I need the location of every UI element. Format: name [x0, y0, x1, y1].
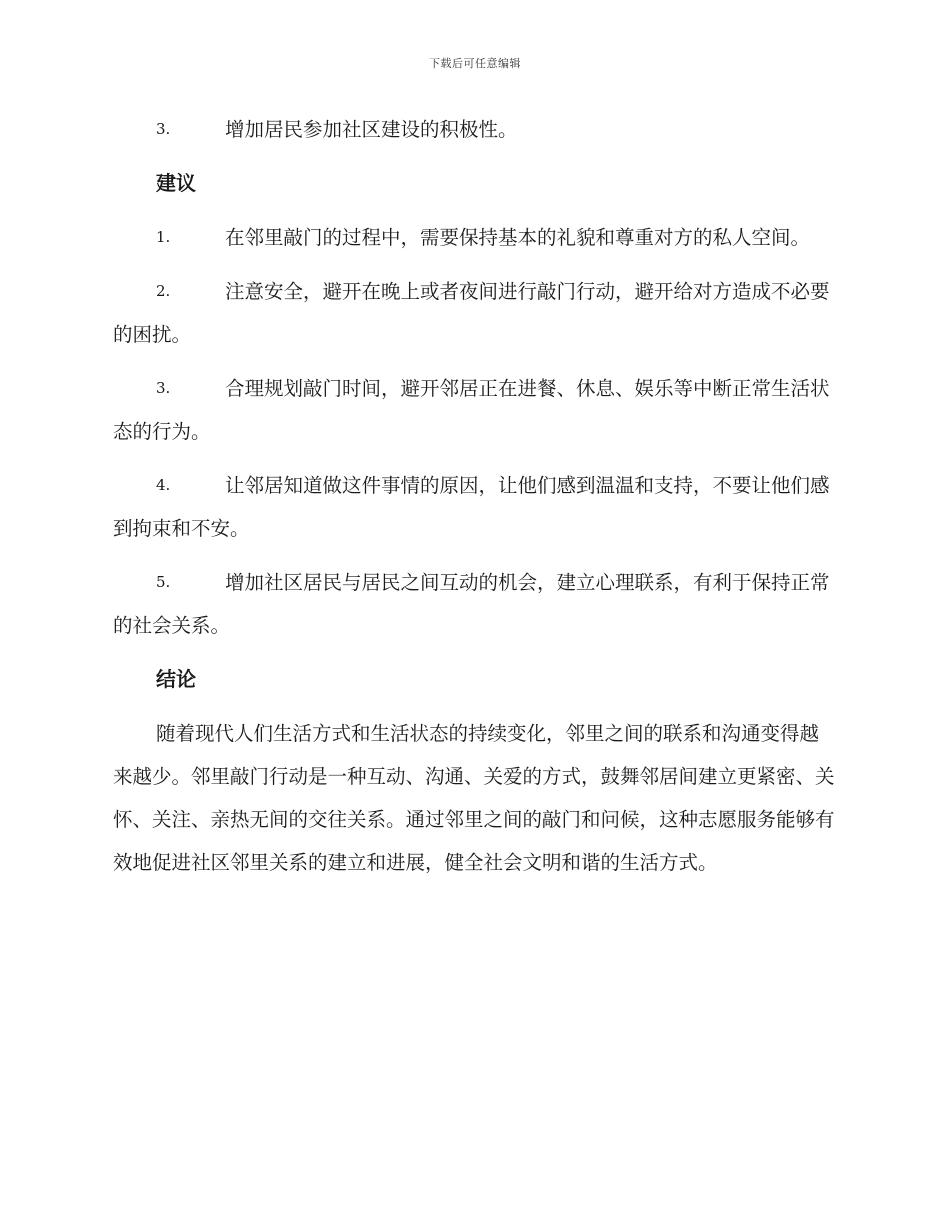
list-item-text: 让邻居知道做这件事情的原因，让他们感到温温和支持，不要让他们感到拘束和不安。: [113, 474, 830, 540]
list-item: [113, 561, 835, 647]
page-header: 下载后可任意编辑: [429, 57, 521, 70]
list-item: [113, 216, 835, 259]
list-item: [113, 270, 835, 356]
list-item-text: 增加居民参加社区建设的积极性。: [225, 118, 518, 141]
list-item-number: 4.: [156, 476, 171, 494]
list-item-text: 在邻里敲门的过程中，需要保持基本的礼貌和尊重对方的私人空间。: [225, 226, 811, 249]
list-item-text: 注意安全，避开在晚上或者夜间进行敲门行动，避开给对方造成不必要的困扰。: [113, 280, 830, 346]
document-body: [113, 108, 835, 884]
conclusion-paragraph: 随着现代人们生活方式和生活状态的持续变化，邻里之间的联系和沟通变得越来越少。邻里敲门行动是一种互动、沟通、关爱的方式，鼓舞邻居间建立更紧密、关怀、关注、亲热无间的交往关系。通过邻里之间的敲门和问候，这种志愿服务能够有效地促进社区邻里关系的建立和进展，健全社会文明和谐的生活方式。: [113, 722, 835, 874]
list-item-number: 5.: [156, 573, 171, 591]
list-item-number: 1.: [156, 228, 171, 246]
list-item: [113, 367, 835, 453]
list-item: [113, 464, 835, 550]
section-heading-suggestions: 建议: [156, 171, 196, 195]
list-item-text: 合理规划敲门时间，避开邻居正在进餐、休息、娱乐等中断正常生活状态的行为。: [113, 377, 830, 443]
list-item-number: 2.: [156, 282, 171, 300]
section-heading-conclusion: 结论: [156, 667, 196, 691]
list-item: [113, 108, 835, 151]
list-item-number: 3.: [156, 379, 171, 397]
list-item-number: 3.: [156, 120, 171, 138]
list-item-text: 增加社区居民与居民之间互动的机会，建立心理联系，有利于保持正常的社会关系。: [113, 571, 830, 637]
